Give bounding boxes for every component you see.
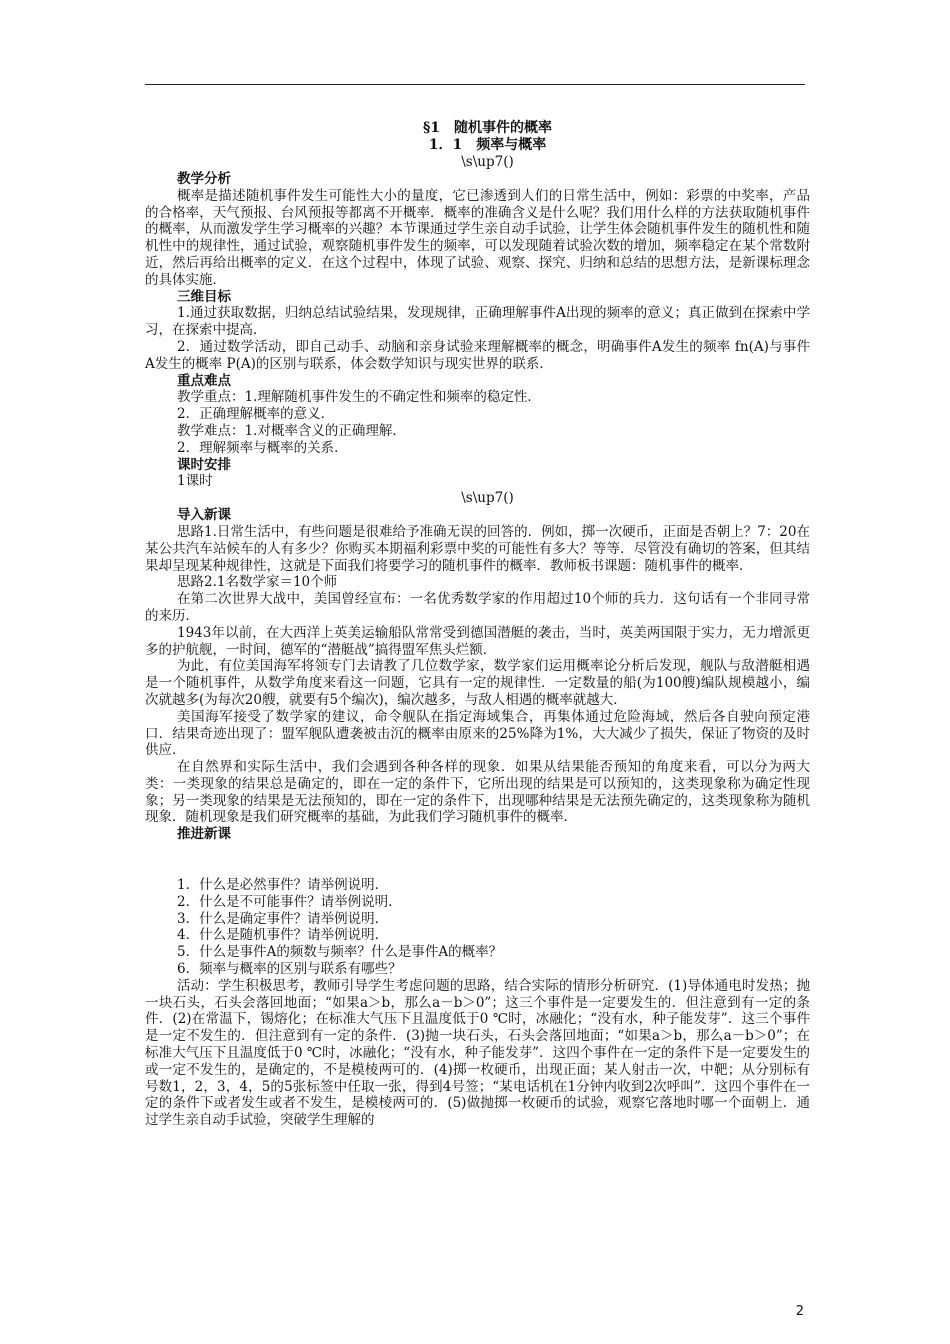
question-6: 6．频率与概率的区别与联系有哪些？ [177,961,402,978]
question-4: 4．什么是随机事件？请举例说明． [177,927,389,944]
subsection-title: 1．1 频率与概率 [428,137,547,153]
section-title: §1 随机事件的概率 [422,120,553,136]
paragraph-key-3: 教学难点：1.对概率含义的正确理解． [177,422,406,439]
document-body [145,120,810,1129]
paragraph-intro-3: 在第二次世界大战中，美国曾经宣布：一名优秀数学家的作用超过10个师的兵力．这句话有一个非同寻常的来历． [145,591,810,624]
paragraph-intro-1: 思路1.日常生活中，有些问题是很难给予准确无误的回答的．例如，掷一次硬币，正面是否朝上？7：20在某公共汽车站候车的人有多少？你购买本期福利彩票中奖的可能性有多大？等等．尽管没有确切的答案，但其结果却呈现某种规律性，这就是下面我们将要学习的随机事件的概率．教师板书课题：随机事件的概率． [145,523,810,574]
heading-schedule: 课时安排 [177,456,231,473]
heading-new-lesson: 推进新课 [177,826,231,843]
field-code: \s\up7() [461,154,514,170]
paragraph-intro-7: 在自然界和实际生活中，我们会遇到各种各样的现象．如果从结果能否预知的角度来看，可以分为两大类：一类现象的结果总是确定的，即在一定的条件下，它所出现的结果是可以预知的，这类现象称为确定性现象；另一类现象的结果是无法预知的，即在一定的条件下，出现哪种结果是无法预先确定的，这类现象称为随机现象．随机现象是我们研究概率的基础，为此我们学习随机事件的概率． [145,759,810,826]
heading-key-points: 重点难点 [177,372,231,389]
heading-analysis: 教学分析 [177,171,231,187]
question-2: 2．什么是不可能事件？请举例说明． [177,893,402,910]
paragraph-activity: 活动：学生积极思考，教师引导学生考虑问题的思路，结合实际的情形分析研究．(1)导体通电时发热；抛一块石头，石头会落回地面；“如果a＞b，那么a－b＞0”；这三个事件是一定要发生的．但注意到有一定的条件．(2)在常温下，锡熔化；在标准大气压下且温度低于0 ℃时，冰融化；“没有水，种子能发芽”．这三个事件是一定不发生的．但注意到有一定的条件．(3)抛一块石头，石头会落回地面；“如果a＞b，那么a－b＞0”；在标准大气压下且温度低于0 ℃时，冰融化；“没有水，种子能发芽”．这四个事件在一定的条件下是一定要发生的或一定不发生的，是确定的，不是模棱两可的．(4)掷一枚硬币，出现正面；某人射击一次，中靶；从分别标有号数1，2，3，4，5的5张标签中任取一张，得到4号签；“某电话机在1分钟内收到2次呼叫”．这四个事件在一定的条件下或者发生或者不发生，是模棱两可的．(5)做抛掷一枚硬币的试验，观察它落地时哪一个面朝上．通过学生亲自动手试验，突破学生理解的 [145,977,810,1129]
paragraph-key-2: 2．正确理解概率的意义． [177,406,335,423]
paragraph-goal-2: 2．通过数学活动，即自己动手、动脑和亲身试验来理解概率的概念，明确事件A发生的频率 fn(A)与事件A发生的概率 P(A)的区别与联系，体会数学知识与现实世界的联系． [145,338,810,372]
question-1: 1．什么是必然事件？请举例说明． [177,877,389,894]
paragraph-goal-1: 1.通过获取数据，归纳总结试验结果，发现规律，正确理解事件A出现的频率的意义；真正做到在探索中学习，在探索中提高． [145,305,810,339]
paragraph-intro-6: 美国海军接受了数学家的建议，命令舰队在指定海域集合，再集体通过危险海域，然后各自驶向预定港口．结果奇迹出现了：盟军舰队遭袭被击沉的概率由原来的25%降为1%，大大减少了损失，保证了物资的及时供应． [145,708,810,759]
heading-goals: 三维目标 [177,288,231,305]
heading-intro: 导入新课 [177,507,231,524]
paragraph-key-1: 教学重点：1.理解随机事件发生的不确定性和频率的稳定性． [177,389,541,406]
field-code-2: \s\up7() [461,490,514,507]
paragraph-analysis: 概率是描述随机事件发生可能性大小的量度，它已渗透到人们的日常生活中，例如：彩票的中奖率，产品的合格率，天气预报、台风预报等都离不开概率．概率的准确含义是什么呢？我们用什么样的方法获取随机事件的概率，从而激发学生学习概率的兴趣？本节课通过学生亲自动手试验，让学生体会随机事件发生的随机性和随机性中的规律性，通过试验，观察随机事件发生的频率，可以发现随着试验次数的增加，频率稳定在某个常数附近，然后再给出概率的定义．在这个过程中，体现了试验、观察、探究、归纳和总结的思想方法，是新课标理念的具体实施． [145,187,810,288]
paragraph-intro-2: 思路2.1名数学家＝10个师 [177,574,338,591]
page-number: 2 [795,1304,804,1319]
paragraph-intro-4: 1943年以前，在大西洋上英美运输船队常常受到德国潜艇的袭击，当时，英美两国限于实力，无力增派更多的护航舰，一时间，德军的“潜艇战”搞得盟军焦头烂额． [145,624,810,658]
question-5: 5．什么是事件A的频数与频率？什么是事件A的概率？ [177,944,503,961]
spacer [145,843,810,877]
header-rule [145,84,805,85]
paragraph-intro-5: 为此，有位美国海军将领专门去请教了几位数学家，数学家们运用概率论分析后发现，舰队与敌潜艇相遇是一个随机事件，从数学角度来看这一问题，它具有一定的规律性．一定数量的船(为100艘)编队规模越小，编次就越多(为每次20艘，就要有5个编次)，编次越多，与敌人相遇的概率就越大． [145,658,810,708]
question-3: 3．什么是确定事件？请举例说明． [177,910,389,927]
paragraph-schedule: 1课时 [177,473,213,490]
paragraph-key-4: 2．理解频率与概率的关系． [177,439,348,456]
